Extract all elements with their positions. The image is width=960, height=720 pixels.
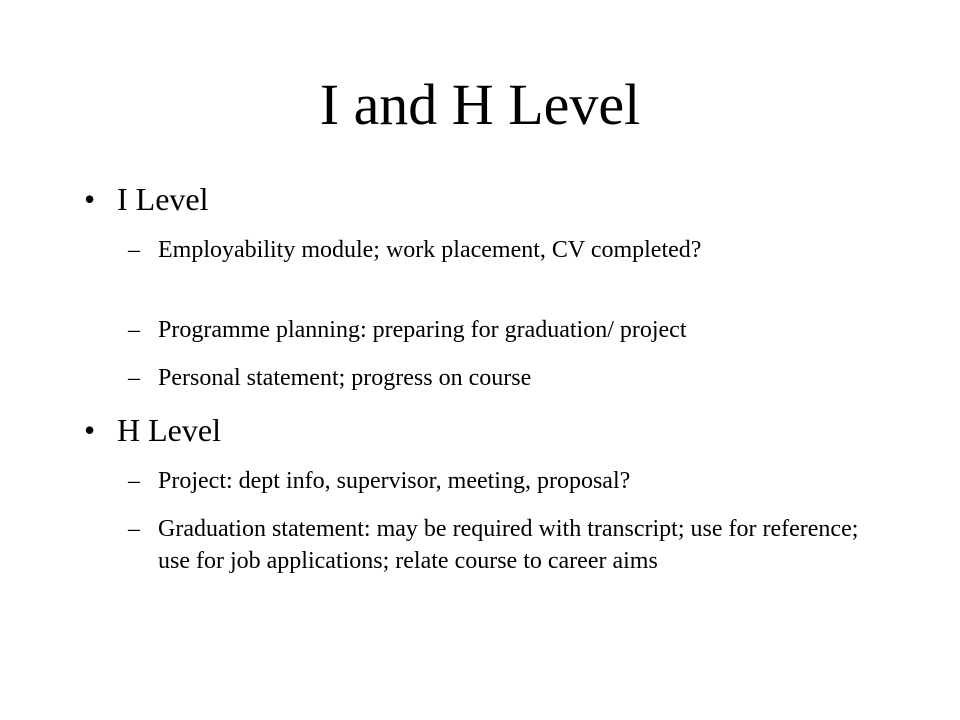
dash-marker: – <box>128 468 140 494</box>
subitem-programme-planning <box>128 314 888 346</box>
subitem-text: Graduation statement: may be required with transcript; use for reference; use for job applications; relate course to career aims <box>158 516 859 574</box>
section-heading-i-level: I Level <box>117 181 209 217</box>
subitem-project <box>128 465 888 497</box>
subitem-text: Project: dept info, supervisor, meeting, proposal? <box>158 468 631 494</box>
subitem-employability <box>128 234 888 266</box>
subitem-graduation-statement <box>128 513 888 577</box>
bullet-marker: • <box>84 181 96 217</box>
section-heading-h-level: H Level <box>117 412 221 448</box>
subitem-text: Employability module; work placement, CV completed? <box>158 237 702 263</box>
dash-marker: – <box>128 365 140 391</box>
bullet-marker: • <box>84 412 96 448</box>
dash-marker: – <box>128 237 140 263</box>
dash-marker: – <box>128 516 140 542</box>
subitem-text: Personal statement; progress on course <box>158 365 532 391</box>
slide-title: I and H Level <box>319 72 641 137</box>
dash-marker: – <box>128 317 140 343</box>
subitem-personal-statement <box>128 362 888 394</box>
subitem-text: Programme planning: preparing for graduation/ project <box>158 317 687 343</box>
